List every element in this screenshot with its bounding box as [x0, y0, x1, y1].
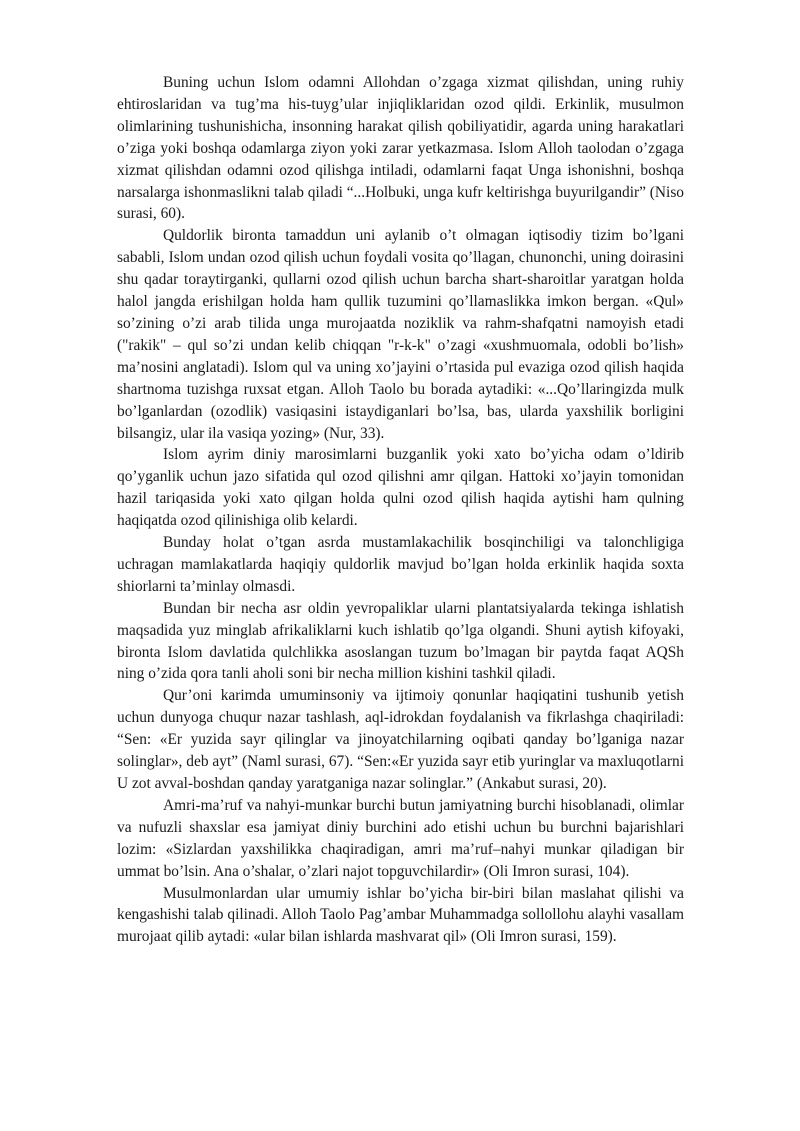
paragraph-consultation: Musulmonlardan ular umumiy ishlar bo’yicha bir-biri bilan maslahat qilishi va kengashishi talab qilinadi. Alloh Taolo Pag’ambar Muhammadga sollollohu alayhi vasallam murojaat qilib aytadi: «ular bilan ishlarda mashvarat qil» (Oli Imron surasi, 159). — [117, 884, 684, 946]
paragraph-colonialism: Bunday holat o’tgan asrda mustamlakachilik bosqinchiligi va talonchligiga uchragan mamlakatlarda haqiqiy quldorlik mavjud bo’lgan holda erkinlik haqida soxta shiorlarni ta’minlay olmasdi. — [117, 534, 684, 595]
paragraph-amri-maruf: Amri-ma’ruf va nahyi-munkar burchi butun jamiyatning burchi hisoblanadi, olimlar va nufuzli shaxslar esa jamiyat diniy burchini ado etishi uchun bu burchni bajarishlari lozim: «Sizlardan yaxshilikka chaqiradigan, amri ma’ruf–nahyi munkar qiladigan bir ummat bo’lsin. Ana o’shalar, o’zlari najot topguvchilardir» (Oli Imron surasi, 104). — [117, 796, 684, 880]
paragraph-plantations: Bundan bir necha asr oldin yevropaliklar ularni plantatsiyalarda tekinga ishlatish maqsadida yuz minglab afrikaliklarni kuch ishlatib qo’lga olgandi. Shuni aytish kifoyaki, bironta Islom davlatida qulchlikka asoslangan tuzum bo’lmagan bir paytda faqat AQSh ning o’zida qora tanli aholi soni bir necha million kishini tashkil qiladi. — [117, 599, 684, 683]
document-page — [117, 72, 684, 948]
paragraph-quran-laws: Qur’oni karimda umuminsoniy va ijtimoiy qonunlar haqiqatini tushunib yetish uchun dunyoga chuqur nazar tashlash, aql-idrokdan foydalanish va fikrlashga chaqiriladi: “Sen: «Er yuzida sayr qilinglar va jinoyatchilarning oqibati qanday bo’lganiga nazar solinglar», deb ayt” (Naml surasi, 67). “Sen:«Er yuzida sayr etib yuringlar va maxluqotlarni U zot avval-boshdan qanday yaratganiga nazar solinglar.” (Ankabut surasi, 20). — [117, 687, 684, 792]
paragraph-freedom: Buning uchun Islom odamni Allohdan o’zgaga xizmat qilishdan, uning ruhiy ehtiroslaridan va tug’ma his-tuyg’ular injiqliklaridan ozod qildi. Erkinlik, musulmon olimlarining tushunishicha, insonning harakat qilish qobiliyatidir, agarda uning harakatlari o’ziga yoki boshqa odamlarga ziyon yoki zarar yetkazmasa. Islom Alloh taolodan o’zgaga xizmat qilishdan odamni ozod qilishga intiladi, odamlarni faqat Unga ishonishni, boshqa narsalarga ishonmaslikni talab qiladi “...Holbuki, unga kufr keltirishga buyurilgandir” (Niso surasi, 60). — [117, 74, 684, 223]
paragraph-rituals: Islom ayrim diniy marosimlarni buzganlik yoki xato bo’yicha odam o’ldirib qo’yganlik uchun jazo sifatida qul ozod qilishni amr qilgan. Hattoki xo’jayin tomonidan hazil tariqasida yoki xato qilgan holda qulni ozod qilish haqida aytishi ham qulning haqiqatda ozod qilinishiga olib kelardi. — [117, 446, 684, 530]
paragraph-slavery: Quldorlik bironta tamaddun uni aylanib o’t olmagan iqtisodiy tizim bo’lgani sababli, Islom undan ozod qilish uchun foydali vosita qo’llagan, chunonchi, uning doirasini shu qadar toraytirganki, qullarni ozod qilish uchun barcha shart-sharoitlar yaratgan holda halol jangda erishilgan holda ham qullik tuzumini qo’llamaslikka imkon bergan. «Qul» so’zining o’zi arab tilida unga murojaatda noziklik va rahm-shafqatni namoyish etadi ("rakik" – qul so’zi undan kelib chiqqan "r-k-k" o’zagi «xushmuomala, odobli bo’lish» ma’nosini anglatadi). Islom qul va uning xo’jayini o’rtasida pul evaziga ozod qilish haqida shartnoma tuzishga ruxsat etgan. Alloh Taolo bu borada aytadiki: «...Qo’llaringizda mulk bo’lganlardan (ozodlik) vasiqasini istaydiganlari bo’lsa, bas, ularda yaxshilik borligini bilsangiz, ular ila vasiqa yozing» (Nur, 33). — [117, 227, 684, 442]
